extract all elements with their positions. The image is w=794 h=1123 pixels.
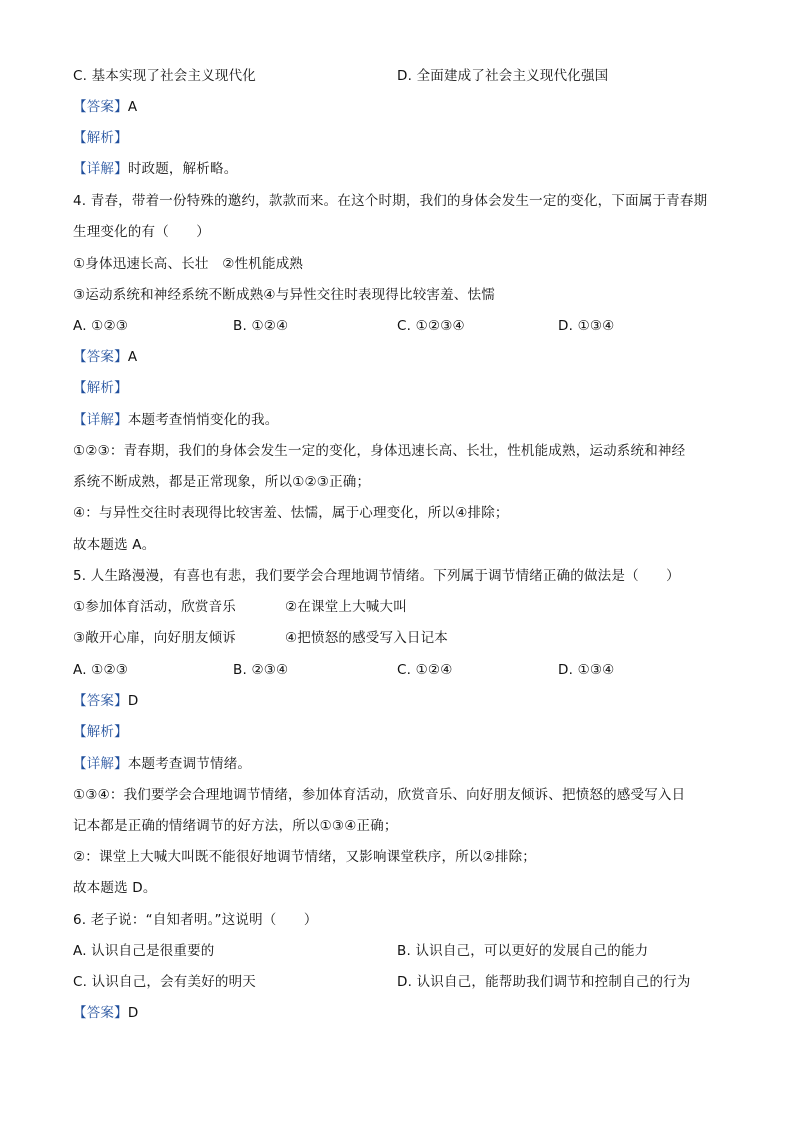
q3-options-cd-row [0, 66, 794, 86]
q6-options-cd-row [0, 972, 794, 992]
answer-value: D [127, 693, 139, 709]
answer-label: 【答案】 [73, 1005, 128, 1021]
q5-answer [73, 691, 138, 711]
detail-label: 【详解】 [73, 756, 128, 772]
q6-options-ab-row [0, 941, 794, 961]
answer-label: 【答案】 [73, 693, 128, 709]
q3-answer [73, 97, 137, 117]
q5-option-c: C. ①②④ [397, 662, 453, 678]
q3-option-d: D. 全面建成了社会主义现代化强国 [397, 68, 609, 84]
analysis-label: 【解析】 [73, 724, 128, 740]
q5-analysis [73, 722, 128, 742]
detail-text: 时政题，解析略。 [127, 161, 238, 177]
q5-explain-line-2: 记本都是正确的情绪调节的好方法，所以①③④正确； [73, 818, 398, 834]
q5-option-b: B. ②③④ [233, 662, 289, 678]
q4-stem-line-1: 4. 青春，带着一份特殊的邀约，款款而来。在这个时期，我们的身体会发生一定的变化，下面属于青春期 [73, 193, 708, 209]
q4-option-a: A. ①②③ [73, 318, 129, 334]
q5-items-row-2 [0, 628, 794, 648]
q5-items-row-1 [0, 597, 794, 617]
q5-explain-line-1: ①③④：我们要学会合理地调节情绪，参加体育活动，欣赏音乐、向好朋友倾诉、把愤怒的感受写入日 [73, 787, 686, 803]
q5-detail [73, 754, 251, 774]
detail-text: 本题考查悄悄变化的我。 [127, 412, 279, 428]
answer-label: 【答案】 [73, 349, 128, 365]
q4-option-c: C. ①②③④ [397, 318, 465, 334]
q6-option-a: A. 认识自己是很重要的 [73, 943, 215, 959]
detail-label: 【详解】 [73, 161, 128, 177]
q4-stem-line-2: 生理变化的有（ ） [73, 224, 210, 240]
analysis-label: 【解析】 [73, 130, 128, 146]
q4-option-b: B. ①②④ [233, 318, 289, 334]
q5-conclusion: 故本题选 D。 [73, 880, 157, 896]
detail-text: 本题考查调节情绪。 [127, 756, 252, 772]
q4-items-line-1: ①身体迅速长高、长壮 ②性机能成熟 [73, 256, 304, 272]
q3-analysis [73, 128, 128, 148]
q5-option-a: A. ①②③ [73, 662, 129, 678]
analysis-label: 【解析】 [73, 380, 128, 396]
answer-value: D [127, 1005, 139, 1021]
answer-value: A [127, 99, 138, 115]
answer-value: A [127, 349, 138, 365]
q5-option-d: D. ①③④ [558, 662, 615, 678]
q6-stem: 6. 老子说：“自知者明。”这说明（ ） [73, 912, 318, 928]
q5-item-4: ④把愤怒的感受写入日记本 [285, 630, 449, 646]
q5-item-3: ③敞开心扉，向好朋友倾诉 [73, 630, 237, 646]
q5-options-row [0, 660, 794, 680]
q4-detail [73, 410, 279, 430]
q6-answer [73, 1003, 138, 1023]
q4-explain-line-2: 系统不断成熟，都是正常现象，所以①②③正确； [73, 474, 371, 490]
q5-item-2: ②在课堂上大喊大叫 [285, 599, 407, 615]
q4-explain-line-1: ①②③：青春期，我们的身体会发生一定的变化，身体迅速长高、长壮，性机能成熟，运动系统和神经 [73, 443, 686, 459]
q4-option-d: D. ①③④ [558, 318, 615, 334]
q5-explain-line-3: ②：课堂上大喊大叫既不能很好地调节情绪，又影响课堂秩序，所以②排除； [73, 849, 537, 865]
q4-items-line-2: ③运动系统和神经系统不断成熟④与异性交往时表现得比较害羞、怯懦 [73, 287, 495, 303]
q6-option-c: C. 认识自己，会有美好的明天 [73, 974, 257, 990]
q4-explain-line-3: ④：与异性交往时表现得比较害羞、怯懦，属于心理变化，所以④排除； [73, 505, 509, 521]
q6-option-d: D. 认识自己，能帮助我们调节和控制自己的行为 [397, 974, 691, 990]
answer-label: 【答案】 [73, 99, 128, 115]
detail-label: 【详解】 [73, 412, 128, 428]
q3-option-c: C. 基本实现了社会主义现代化 [73, 68, 257, 84]
q4-analysis [73, 378, 128, 398]
q6-option-b: B. 认识自己，可以更好的发展自己的能力 [397, 943, 649, 959]
q5-item-1: ①参加体育活动，欣赏音乐 [73, 599, 237, 615]
q3-detail [73, 159, 237, 179]
q4-options-row [0, 316, 794, 336]
q4-answer [73, 347, 137, 367]
q4-conclusion: 故本题选 A。 [73, 537, 156, 553]
q5-stem: 5. 人生路漫漫，有喜也有悲，我们要学会合理地调节情绪。下列属于调节情绪正确的做法是（ ） [73, 568, 680, 584]
